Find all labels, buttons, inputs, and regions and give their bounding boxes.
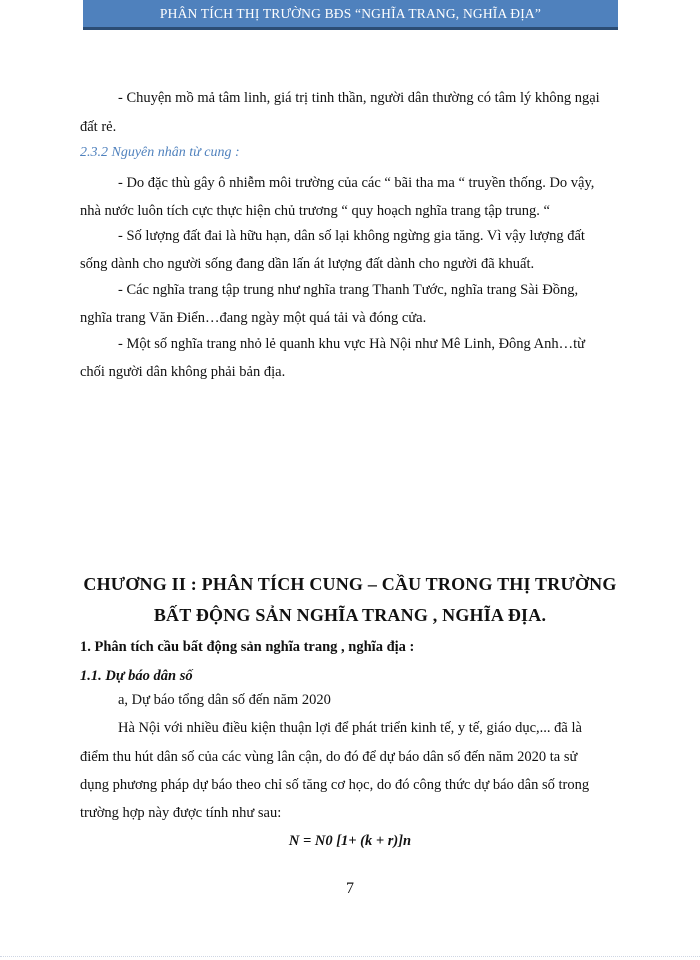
subheading-2-3-2: 2.3.2 Nguyên nhân từ cung : bbox=[80, 145, 240, 160]
running-header bbox=[83, 0, 618, 30]
section-1-1-subheading: 1.1. Dự báo dân số bbox=[80, 668, 193, 684]
section-1-heading: 1. Phân tích cầu bất động sản nghĩa trang , nghĩa địa : bbox=[80, 639, 415, 655]
chapter-title-line-1: CHƯƠNG II : PHÂN TÍCH CUNG – CẦU TRONG THỊ TRƯỜNG bbox=[83, 574, 617, 594]
bullet-4-line-1: - Các nghĩa trang tập trung như nghĩa trang Thanh Tước, nghĩa trang Sài Đồng, bbox=[118, 282, 579, 298]
paragraph-line-3: dụng phương pháp dự báo theo chỉ số tăng cơ học, do đó công thức dự báo dân số trong bbox=[80, 777, 590, 793]
bottom-divider bbox=[0, 956, 700, 957]
item-a: a, Dự báo tổng dân số đến năm 2020 bbox=[118, 692, 331, 708]
chapter-title-line-2: BẤT ĐỘNG SẢN NGHĨA TRANG , NGHĨA ĐỊA. bbox=[153, 605, 547, 625]
bullet-3-line-2: sống dành cho người sống đang dần lấn át lượng đất dành cho người đã khuất. bbox=[80, 256, 535, 272]
page-number: 7 bbox=[346, 880, 354, 897]
paragraph-line-4: trường hợp này được tính như sau: bbox=[80, 805, 282, 821]
paragraph-line-2: điểm thu hút dân số của các vùng lân cận, do đó để dự báo dân số đến năm 2020 ta sử bbox=[80, 749, 578, 765]
bullet-5-line-2: chối người dân không phải bản địa. bbox=[80, 364, 286, 380]
bullet-3-line-1: - Số lượng đất đai là hữu hạn, dân số lại không ngừng gia tăng. Vì vậy lượng đất bbox=[118, 228, 585, 244]
bullet-2-line-1: - Do đặc thù gây ô nhiễm môi trường của các “ bãi tha ma “ truyền thống. Do vậy, bbox=[118, 175, 595, 191]
bullet-5-line-1: - Một số nghĩa trang nhỏ lẻ quanh khu vực Hà Nội như Mê Linh, Đông Anh…từ bbox=[118, 336, 585, 352]
bullet-4-line-2: nghĩa trang Văn Điển…đang ngày một quá tải và đóng cửa. bbox=[80, 310, 427, 326]
running-header-title: PHÂN TÍCH THỊ TRƯỜNG BĐS “NGHĨA TRANG, NGHĨA ĐỊA” bbox=[159, 5, 542, 21]
population-formula: N = N0 [1+ (k + r)]n bbox=[288, 833, 412, 849]
bullet-1-line-1: - Chuyện mồ mả tâm linh, giá trị tinh thần, người dân thường có tâm lý không ngại bbox=[118, 90, 600, 106]
paragraph-line-1: Hà Nội với nhiều điều kiện thuận lợi để phát triển kinh tế, y tế, giáo dục,... đã là bbox=[118, 720, 582, 736]
bullet-2-line-2: nhà nước luôn tích cực thực hiện chủ trương “ quy hoạch nghĩa trang tập trung. “ bbox=[80, 203, 550, 219]
bullet-1-line-2: đất rẻ. bbox=[80, 119, 117, 135]
